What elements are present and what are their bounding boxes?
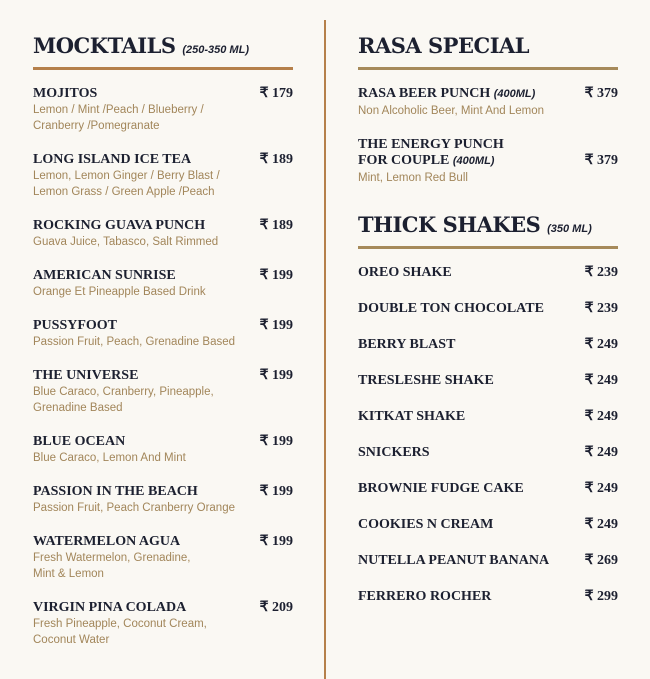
item-price: ₹ 239 xyxy=(584,301,618,316)
thick-shakes-title: THICK SHAKES xyxy=(358,212,541,237)
shake-list xyxy=(358,265,618,625)
item-price: ₹ 379 xyxy=(584,153,618,168)
item-name: OREO SHAKE xyxy=(358,265,452,280)
item-price: ₹ 199 xyxy=(259,268,293,283)
item-price: ₹ 299 xyxy=(584,589,618,604)
item-description: Lemon / Mint /Peach / Blueberry / xyxy=(33,104,204,116)
rasa-special-section xyxy=(358,33,618,625)
item-name: PASSION IN THE BEACH xyxy=(33,484,198,499)
menu-item xyxy=(33,86,293,134)
item-name: KITKAT SHAKE xyxy=(358,409,466,424)
item-name: THE UNIVERSE xyxy=(33,368,139,383)
item-price: ₹ 189 xyxy=(259,152,293,167)
menu-item xyxy=(358,481,618,517)
item-name: FERRERO ROCHER xyxy=(358,589,492,604)
mocktails-volume: (250-350 ML) xyxy=(182,44,249,56)
rasa-special-title: RASA SPECIAL xyxy=(358,33,530,58)
item-name: TRESLESHE SHAKE xyxy=(358,373,494,388)
menu-item xyxy=(33,484,293,516)
item-name: WATERMELON AGUA xyxy=(33,534,181,549)
item-name: RASA BEER PUNCH xyxy=(358,86,491,101)
menu-item xyxy=(358,86,618,119)
item-description: Lemon Grass / Green Apple /Peach xyxy=(33,186,215,198)
menu-item xyxy=(33,218,293,250)
item-volume: (400ML) xyxy=(493,88,536,100)
menu-item xyxy=(358,409,618,445)
mocktail-list xyxy=(33,86,293,648)
section-title xyxy=(358,33,618,58)
item-price: ₹ 179 xyxy=(259,86,293,101)
menu-item xyxy=(358,265,618,301)
item-price: ₹ 269 xyxy=(584,553,618,568)
menu-item xyxy=(33,434,293,466)
item-name: COOKIES N CREAM xyxy=(358,517,494,532)
item-price: ₹ 249 xyxy=(584,409,618,424)
item-price: ₹ 199 xyxy=(259,318,293,333)
column-divider xyxy=(324,20,326,679)
item-price: ₹ 249 xyxy=(584,373,618,388)
item-name: PUSSYFOOT xyxy=(33,318,118,333)
section-rule xyxy=(358,246,618,249)
item-name: LONG ISLAND ICE TEA xyxy=(33,152,192,167)
item-name: AMERICAN SUNRISE xyxy=(33,268,176,283)
menu-item xyxy=(358,445,618,481)
item-price: ₹ 249 xyxy=(584,445,618,460)
item-name: DOUBLE TON CHOCOLATE xyxy=(358,301,544,316)
menu-item xyxy=(358,553,618,589)
menu-item xyxy=(358,517,618,553)
item-name-line1: THE ENERGY PUNCH xyxy=(358,137,504,152)
item-description: Cranberry /Pomegranate xyxy=(33,120,160,132)
menu-item xyxy=(33,268,293,300)
item-name: VIRGIN PINA COLADA xyxy=(33,600,187,615)
item-description: Orange Et Pineapple Based Drink xyxy=(33,286,206,298)
item-description: Coconut Water xyxy=(33,634,110,646)
mocktails-section xyxy=(33,33,293,666)
menu-item xyxy=(358,137,618,186)
item-description: Guava Juice, Tabasco, Salt Rimmed xyxy=(33,236,219,248)
item-price: ₹ 239 xyxy=(584,265,618,280)
item-name: BLUE OCEAN xyxy=(33,434,126,449)
item-price: ₹ 249 xyxy=(584,481,618,496)
item-description: Fresh Watermelon, Grenadine, xyxy=(33,552,191,564)
item-name: BERRY BLAST xyxy=(358,337,456,352)
mocktails-title: MOCKTAILS xyxy=(33,33,176,58)
menu-item xyxy=(33,318,293,350)
menu-item xyxy=(33,534,293,582)
item-description: Fresh Pineapple, Coconut Cream, xyxy=(33,618,207,630)
item-description: Lemon, Lemon Ginger / Berry Blast / xyxy=(33,170,220,182)
item-description: Non Alcoholic Beer, Mint And Lemon xyxy=(358,105,545,117)
item-description: Mint, Lemon Red Bull xyxy=(358,172,468,184)
item-name: BROWNIE FUDGE CAKE xyxy=(358,481,524,496)
item-description: Blue Caraco, Cranberry, Pineapple, xyxy=(33,386,214,398)
item-price: ₹ 249 xyxy=(584,337,618,352)
item-price: ₹ 249 xyxy=(584,517,618,532)
item-name: ROCKING GUAVA PUNCH xyxy=(33,218,206,233)
menu-item xyxy=(358,373,618,409)
item-price: ₹ 199 xyxy=(259,368,293,383)
section-rule xyxy=(358,67,618,70)
thick-shakes-volume: (350 ML) xyxy=(547,223,592,235)
item-volume: (400ML) xyxy=(452,155,495,167)
item-description: Grenadine Based xyxy=(33,402,123,414)
section-rule xyxy=(33,67,293,70)
item-description: Mint & Lemon xyxy=(33,568,104,580)
menu-item xyxy=(33,152,293,200)
item-name: FOR COUPLE xyxy=(358,153,450,168)
section-title xyxy=(358,212,618,237)
item-description: Passion Fruit, Peach Cranberry Orange xyxy=(33,502,235,514)
item-description: Blue Caraco, Lemon And Mint xyxy=(33,452,186,464)
item-price: ₹ 199 xyxy=(259,534,293,549)
section-title xyxy=(33,33,293,58)
menu-item xyxy=(33,368,293,416)
item-price: ₹ 199 xyxy=(259,484,293,499)
item-description: Passion Fruit, Peach, Grenadine Based xyxy=(33,336,236,348)
menu-item xyxy=(358,301,618,337)
item-name: NUTELLA PEANUT BANANA xyxy=(358,553,550,568)
item-price: ₹ 199 xyxy=(259,434,293,449)
menu-item xyxy=(33,600,293,648)
menu-item xyxy=(358,337,618,373)
item-name: SNICKERS xyxy=(358,445,430,460)
menu-item xyxy=(358,589,618,625)
item-price: ₹ 189 xyxy=(259,218,293,233)
item-name: MOJITOS xyxy=(33,86,98,101)
item-price: ₹ 209 xyxy=(259,600,293,615)
item-price: ₹ 379 xyxy=(584,86,618,101)
